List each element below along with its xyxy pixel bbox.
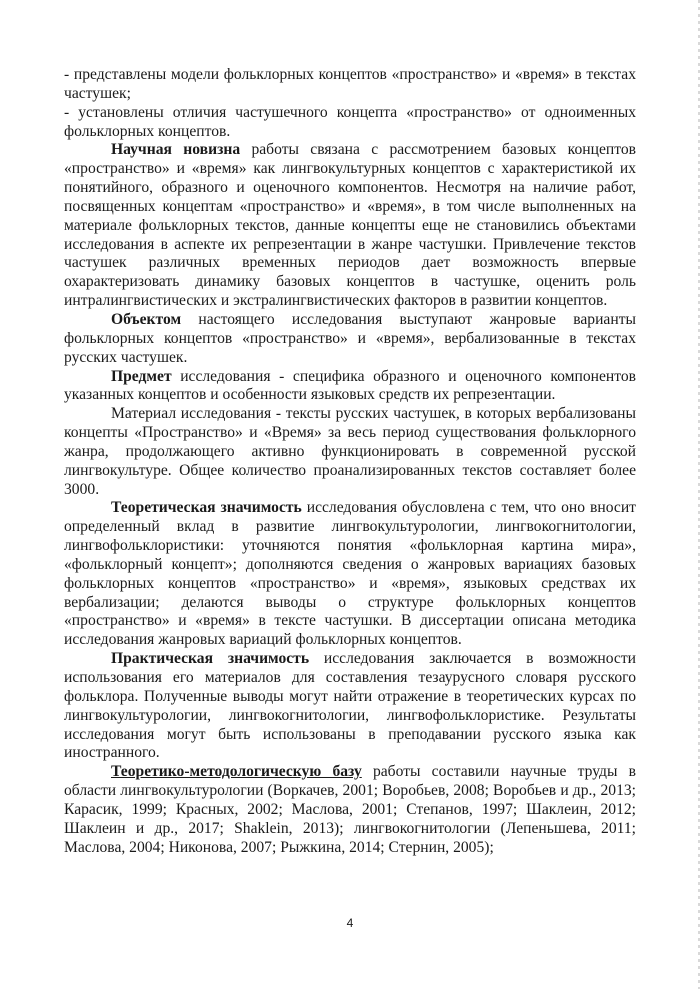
object-heading: Объектом <box>111 310 182 328</box>
document-page <box>64 66 636 857</box>
practical-significance-text: исследования заключается в возможности использования его материалов для составления тезаурусного словаря русского фольклора. Полученные выводы могут найти отражение в теоретических курсах по лингвокультурологии, лингвокогнитологии, лингвофольклористике. Результаты исследования могут быть использованы в преподавании русского языка как иностранного. <box>64 650 636 762</box>
list-item-models: - представлены модели фольклорных концептов «пространство» и «время» в текстах частушек; <box>64 66 636 102</box>
methodology-text: работы составили научные труды в области лингвокультурологии (Воркачев, 2001; Воробьев, 2008; Воробьев и др., 2013; Карасик, 1999; Красных, 2002; Маслова, 2001; Степанов, 1997; Шаклеин, 2012; Шаклеин и др., 2017; Shaklein, 2013); лингвокогнитологии (Лепеньшева, 2011; Маслова, 2004; Никонова, 2007; Рыжкина, 2014; Стернин, 2005); <box>64 763 637 856</box>
paragraph-object <box>64 311 636 368</box>
paragraph-material: Материал исследования - тексты русских частушек, в которых вербализованы концепты «Пространство» и «Время» за весь период существования фольклорного жанра, продолжающего активно функционировать в современной русской лингвокультуре. Общее количество проанализированных текстов составляет более 3000. <box>64 405 636 498</box>
paragraph-subject <box>64 368 636 406</box>
list-item-differences: - установлены отличия частушечного концепта «пространство» от одноименных фольклорных концептов. <box>64 103 636 140</box>
subject-heading: Предмет <box>111 367 172 385</box>
novelty-text: работы связана с рассмотрением базовых концептов «пространство» и «время» как лингвокультурных концептов с характеристикой их понятийного, образного и оценочного компонентов. Несмотря на наличие работ, посвященных концептам «пространство» и «время», в том числе выполненных на материале фольклорных текстов, данные концепты еще не становились объектами исследования в аспекте их репрезентации в жанре частушки. Привлечение текстов частушек различных временных периодов дает возможность впервые охарактеризовать динамику базовых концептов в частушке, оценить роль интралингвистических и экстралингвистических факторов в развитии концептов. <box>64 141 636 310</box>
subject-text: исследования - специфика образного и оценочного компонентов указанных концептов и особенности языковых средств их репрезентации. <box>64 367 636 404</box>
novelty-heading: Научная новизна <box>111 141 241 159</box>
paragraph-methodology <box>64 763 636 857</box>
paragraph-novelty <box>64 141 636 311</box>
paragraph-theoretical-significance <box>64 499 636 650</box>
theoretical-significance-heading: Теоретическая значимость <box>111 499 302 517</box>
page-number: 4 <box>346 916 354 930</box>
object-text: настоящего исследования выступают жанровые варианты фольклорных концептов «пространство» и «время», вербализованные в текстах русских частушек. <box>64 310 636 366</box>
practical-significance-heading: Практическая значимость <box>111 650 310 668</box>
theoretical-significance-text: исследования обусловлена с тем, что оно вносит определенный вклад в развитие лингвокультурологии, лингвокогнитологии, лингвофольклористики: уточняются понятия «фольклорная картина мира», «фольклорный концепт»; дополняются сведения о жанровых вариациях базовых фольклорных концептов «пространство» и «время», языковых средствах их вербализации; делаются выводы о структуре фольклорных концептов «пространство» и «время» в тексте частушки. В диссертации описана методика исследования жанровых вариаций фольклорных концептов. <box>64 499 636 649</box>
paragraph-practical-significance <box>64 650 636 763</box>
methodology-heading: Теоретико-методологическую базу <box>111 763 362 781</box>
